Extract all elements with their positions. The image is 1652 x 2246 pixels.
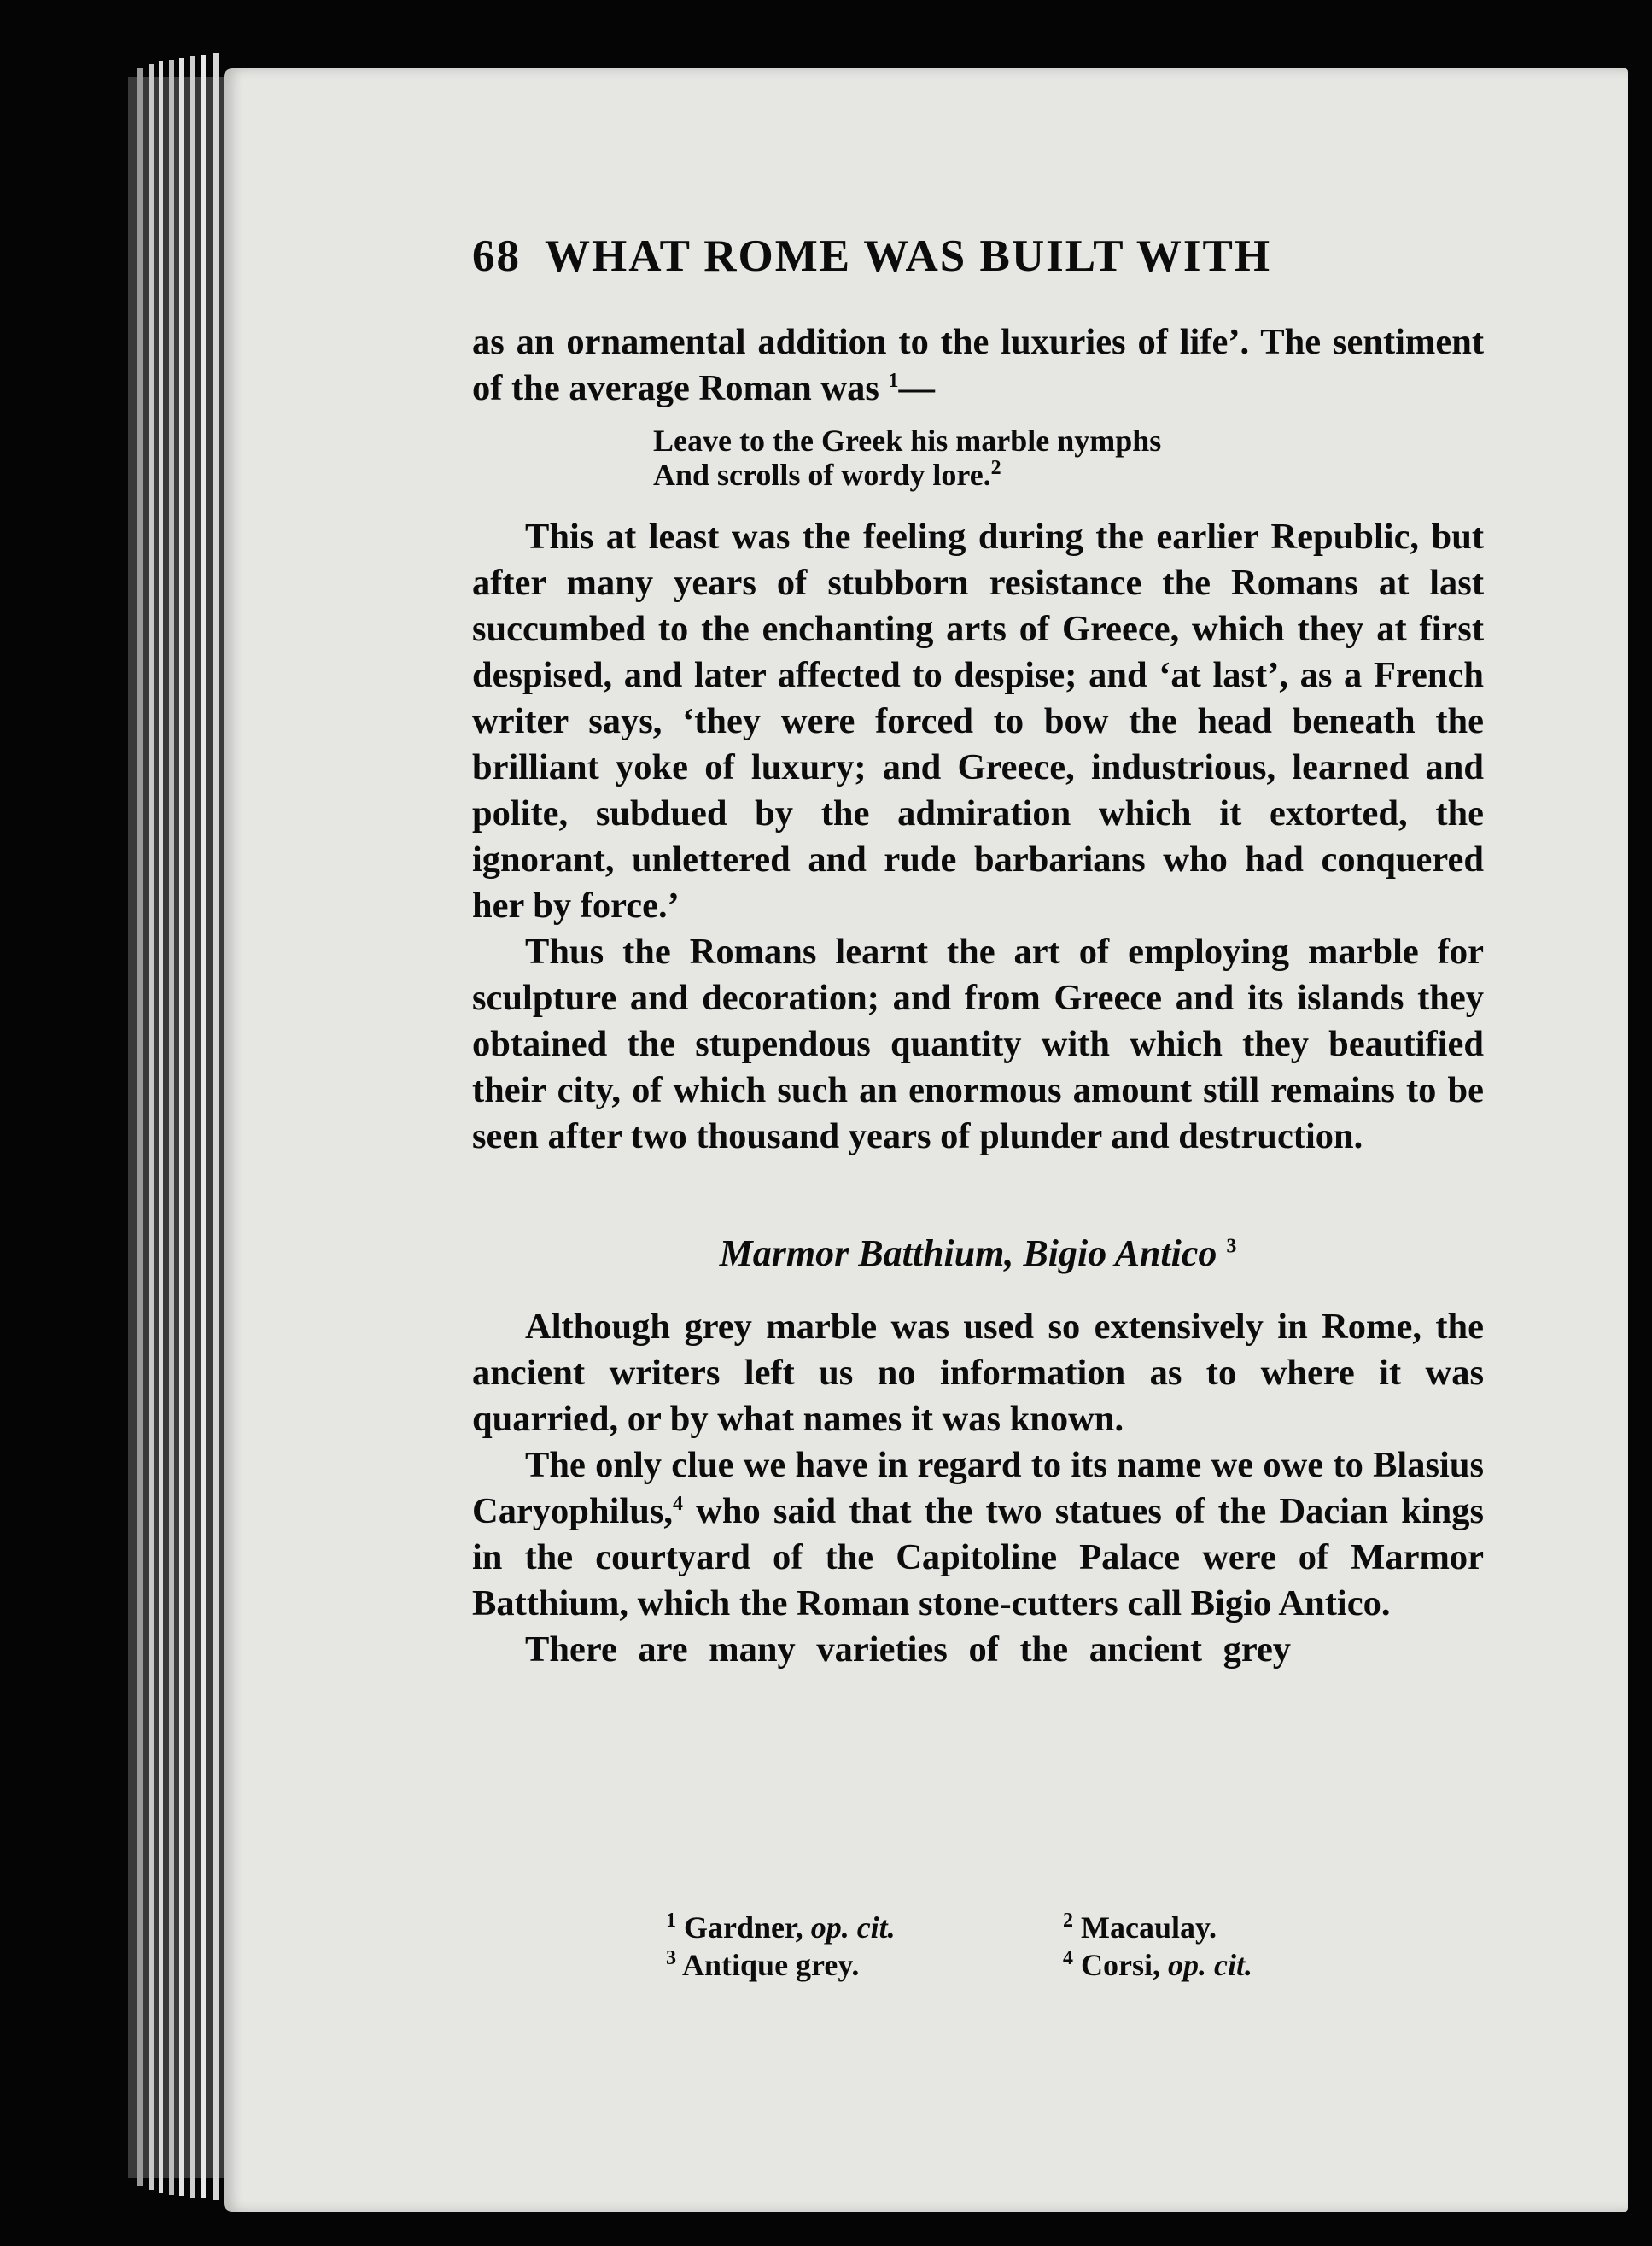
section-heading-text: Marmor Batthium, Bigio Antico bbox=[719, 1232, 1217, 1274]
footnote-text: Antique grey. bbox=[682, 1948, 860, 1982]
footnote-ref-4: 4 bbox=[673, 1492, 683, 1515]
body-text bbox=[472, 319, 1484, 1673]
footnote-row bbox=[666, 1946, 1315, 1984]
page-edges-graphic bbox=[128, 51, 231, 2203]
running-header bbox=[472, 231, 1484, 282]
footnote-ref-2: 2 bbox=[990, 457, 1001, 479]
paragraph-1: This at least was the feeling during the earlier Republic, but after many years of stubborn resistance the Romans at last succumbed to the enchanting arts of Greece, which they at first despised, and later affected to despise; and ‘at last’, as a French writer says, ‘they were forced to bow the head beneath the brilliant yoke of luxury; and Greece, industrious, learned and polite, subdued by the admiration which it extorted, the ignorant, unlettered and rude barbarians who had conquered her by force.’ bbox=[472, 517, 1484, 926]
paragraph-5: There are many varieties of the ancient grey bbox=[525, 1629, 1292, 1670]
footnote-mark: 1 bbox=[666, 1910, 676, 1932]
paragraph-4-text-a: The only clue we have in regard to its name we owe to Blasius Caryophilus, bbox=[472, 1445, 1484, 1531]
footnote-italic: op. cit. bbox=[810, 1910, 896, 1945]
footnote-mark: 3 bbox=[666, 1947, 676, 1969]
paragraph-0-text: as an ornamental addition to the luxuries of life’. The sentiment of the average Roman was bbox=[472, 322, 1484, 408]
running-title: WHAT ROME WAS BUILT WITH bbox=[545, 231, 1272, 281]
footnote-4 bbox=[1063, 1946, 1252, 1984]
footnote-text: Gardner, bbox=[684, 1910, 811, 1945]
footnote-ref-3: 3 bbox=[1226, 1235, 1237, 1258]
page-edges bbox=[128, 51, 231, 2203]
footnotes bbox=[666, 1909, 1315, 1984]
footnote-ref-1: 1 bbox=[888, 369, 899, 392]
footnote-mark: 2 bbox=[1063, 1910, 1073, 1932]
paragraph-4 bbox=[472, 1442, 1484, 1627]
section-heading bbox=[472, 1231, 1484, 1275]
footnote-text: Macaulay. bbox=[1081, 1910, 1217, 1945]
verse-line-2-text: And scrolls of wordy lore. bbox=[653, 458, 991, 492]
footnote-row bbox=[666, 1909, 1315, 1946]
page-number: 68 bbox=[472, 231, 521, 281]
footnote-italic: op. cit. bbox=[1168, 1948, 1252, 1982]
paragraph-4-text-b: who said that the two statues of the Dacian kings in the courtyard of the Capitoline Palace were of Marmor Batthium, which the Roman stone-cutters call Bigio Antico. bbox=[472, 1491, 1484, 1623]
footnote-2 bbox=[1063, 1909, 1217, 1946]
page-text bbox=[472, 231, 1484, 1673]
paragraph-3: Although grey marble was used so extensively in Rome, the ancient writers left us no information as to where it was quarried, or by what names it was known. bbox=[472, 1307, 1484, 1439]
footnote-text: Corsi, bbox=[1081, 1948, 1168, 1982]
footnote-1 bbox=[666, 1909, 1063, 1946]
footnote-3 bbox=[666, 1946, 1063, 1984]
paragraph-0 bbox=[472, 319, 1484, 412]
paragraph-0-dash: — bbox=[898, 368, 935, 408]
verse-line-1: Leave to the Greek his marble nymphs bbox=[653, 424, 1162, 458]
verse-quote bbox=[653, 424, 1484, 492]
verse-line-2 bbox=[653, 458, 1484, 492]
paragraph-2: Thus the Romans learnt the art of employing marble for sculpture and decoration; and from Greece and its islands they obtained the stupendous quantity with which they beautified their city, of which such an enormous amount still remains to be seen after two thousand years of plunder and destruction. bbox=[472, 932, 1484, 1156]
footnote-mark: 4 bbox=[1063, 1947, 1073, 1969]
